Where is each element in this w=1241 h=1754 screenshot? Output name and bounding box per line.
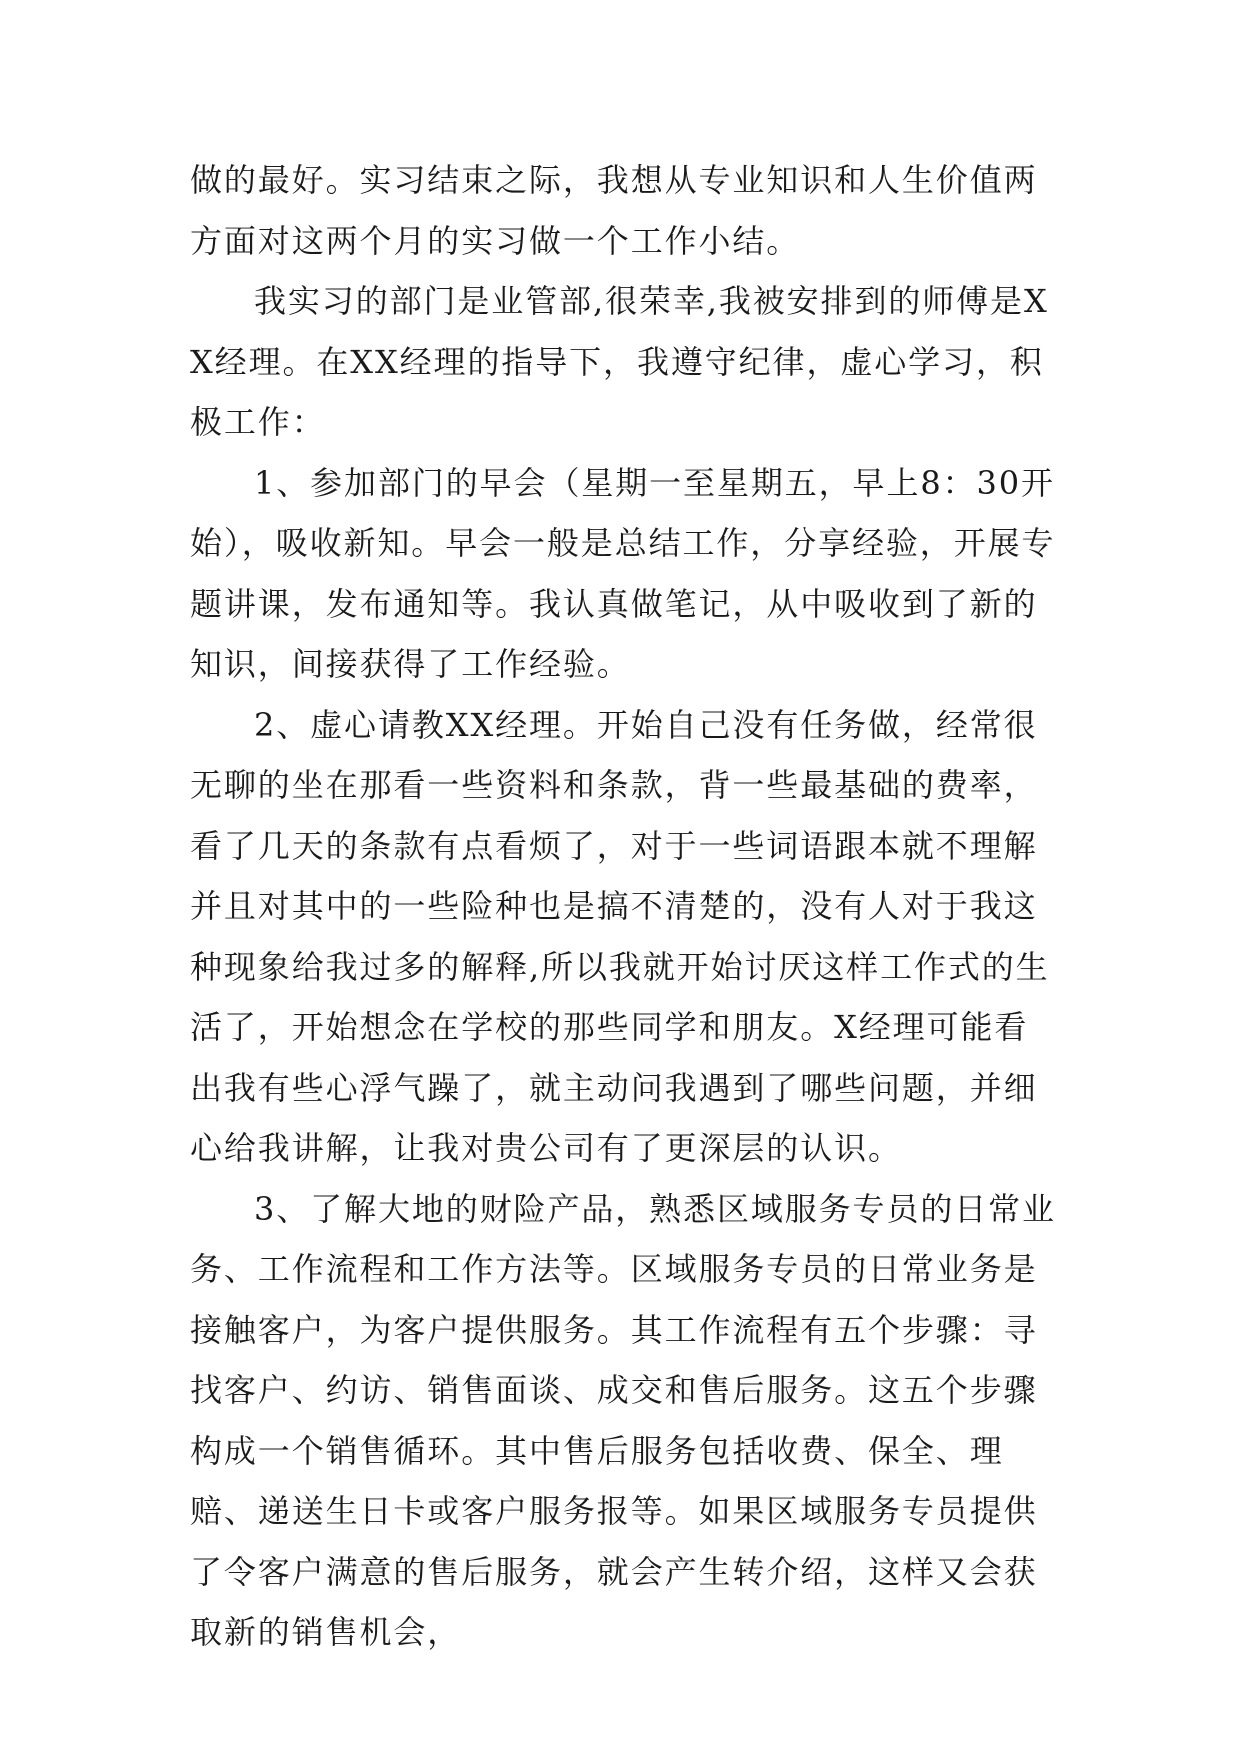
paragraph-item-2: 2、虚心请教XX经理。开始自己没有任务做，经常很无聊的坐在那看一些资料和条款，背一些最基础的费率，看了几天的条款有点看烦了，对于一些词语跟本就不理解并且对其中的一些险种也是搞不清楚的，没有人对于我这种现象给我过多的解释,所以我就开始讨厌这样工作式的生活了，开始想念在学校的那些同学和朋友。X经理可能看出我有些心浮气躁了，就主动问我遇到了哪些问题，并细心给我讲解，让我对贵公司有了更深层的认识。	[190, 705, 1050, 1167]
document-body	[190, 150, 1062, 1663]
paragraph-item-1: 1、参加部门的早会（星期一至星期五，早上8：30开始），吸收新知。早会一般是总结工作，分享经验，开展专题讲课，发布通知等。我认真做笔记，从中吸收到了新的知识，间接获得了工作经验。	[190, 463, 1056, 683]
paragraph-item-3: 3、了解大地的财险产品，熟悉区域服务专员的日常业务、工作流程和工作方法等。区域服务专员的日常业务是接触客户，为客户提供服务。其工作流程有五个步骤：寻找客户、约访、销售面谈、成交和售后服务。这五个步骤构成一个销售循环。其中售后服务包括收费、保全、理赔、递送生日卡或客户服务报等。如果区域服务专员提供了令客户满意的售后服务，就会产生转介绍，这样又会获取新的销售机会，	[190, 1189, 1056, 1651]
paragraph-department: 我实习的部门是业管部,很荣幸,我被安排到的师傅是XX经理。在XX经理的指导下，我遵守纪律，虚心学习，积极工作：	[190, 282, 1049, 441]
paragraph-continuation: 做的最好。实习结束之际，我想从专业知识和人生价值两方面对这两个月的实习做一个工作小结。	[190, 161, 1038, 260]
